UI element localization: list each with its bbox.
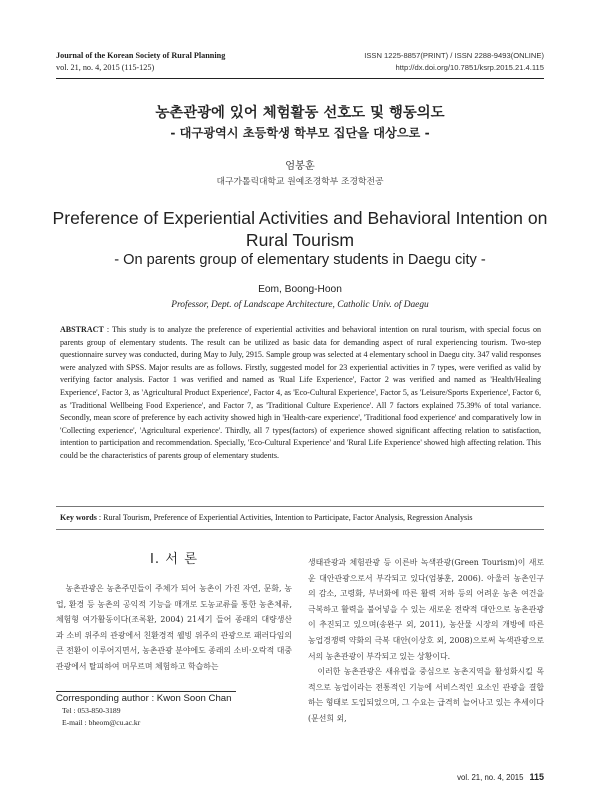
section-heading: I. 서 론 xyxy=(150,552,198,567)
keywords-top-rule xyxy=(56,506,544,507)
keywords xyxy=(60,512,541,524)
keywords-label: Key words xyxy=(60,513,97,522)
korean-subtitle: - 대구광역시 초등학생 학부모 집단을 대상으로 - xyxy=(170,126,430,140)
corresponding-email[interactable]: E-mail : bheom@cu.ac.kr xyxy=(62,717,141,727)
english-affiliation: Professor, Dept. of Landscape Architecture, Catholic Univ. of Daegu xyxy=(171,300,429,310)
corresponding-author: Corresponding author : Kwon Soon Chan xyxy=(56,693,232,704)
issn-block xyxy=(364,50,544,74)
page-footer xyxy=(457,772,544,782)
korean-title: 농촌관광에 있어 체험활동 선호도 및 행동의도 xyxy=(155,105,445,121)
footer-issue: vol. 21, no. 4, 2015 xyxy=(457,773,524,782)
english-author: Eom, Boong-Hoon xyxy=(258,284,342,295)
english-title xyxy=(0,207,600,251)
journal-volume: vol. 21, no. 4, 2015 (115-125) xyxy=(56,63,155,72)
corresponding-tel: Tel : 053-850-3189 xyxy=(62,706,121,715)
english-title-line2: Rural Tourism xyxy=(245,230,355,250)
issn: ISSN 1225-8857(PRINT) / ISSN 2288-9493(ONLINE) xyxy=(364,51,544,60)
body-paragraph: 이러한 농촌관광은 새유럽을 중심으로 농촌지역을 활성화시킬 목적으로 농업이라는 전통적인 기능에 서비스적인 요소인 관광을 결합하는 형태로 도입되었으며, 그 수요는 급격히 늘어나고 있는 추세이다(문선희 외, xyxy=(308,667,545,723)
abstract xyxy=(60,324,541,463)
body-paragraph: 생태관광과 체험관광 등 이른바 녹색관광(Green Tourism)이 새로운 대안관광으로서 부각되고 있다(엄봉훈, 2006). 아울러 농촌인구의 감소, 고령화, 부녀화에 따른 활력 저하 등의 어려운 농촌 여건을 극복하고 활력을 불어넣을 수 있는 새로운 전략적 대안으로 농촌관광이 추진되고 있으며(송완구 외, 2011), 농산물 시장의 개방에 따른 농업경쟁력 약화의 극복 대안(이상호 외, 2008)으로써 녹색관광으로서의 농촌관광이 부각되고 있는 상황이다. xyxy=(308,558,544,661)
abstract-label: ABSTRACT xyxy=(60,325,104,334)
correspondence-note xyxy=(56,692,231,728)
keywords-bottom-rule xyxy=(56,529,544,530)
page-number: 115 xyxy=(529,772,544,782)
header-rule xyxy=(56,78,544,79)
journal-header xyxy=(56,50,225,74)
english-title-line1: Preference of Experiential Activities and Behavioral Intention on xyxy=(52,208,548,228)
abstract-text: : This study is to analyze the preference of experiential activities and behavioral intention on rural tourism, with special focus on parents group of elementary students. The result can be utilized as basic data for demanding aspect of rural experiencing tourism. Two-step questionnaire survey was conducted, during May to July, 2915. Sample group was selected at 4 elementary school in Daegu city. 347 valid responses were analyzed with SPSS. Major results are as follows. Firstly, suggested model for 23 experiential activities in 7 types, were verified as valid by verifying factor analysis. Factor 1 was verified and named as 'Rual Life Experience', Factor 2 was verified and named as 'Health/Healing Experience', Factor 3, as 'Agricultural Product Experience', Factor 4, as 'Eco-Cultural Experience', Factor 5, as 'Leisure/Sports Experience', Factor 6, as 'Traditional Wellbeing Food Experience', and Factor 7, as 'Traditional Culture Experience'. All 7 factors explained 75.39% of total variance. Secondly, mean score of preference by each activity showed high in 'Health-care experience', 'Traditional food experience' and comparatively low in 'Collecting experience', 'Agricultural experience'. Thirdly, all 7 types(factors) of experience showed significant affecting relation to satisfaction, intention to participation and recommendation. Specially, 'Eco-Cultural Experience' and 'Rural Life Experience' showed high affecting relation. This could be the characteristics of parents group of elementary students. xyxy=(60,325,541,460)
korean-author: 엄봉훈 xyxy=(285,161,315,172)
body-paragraph: 농촌관광은 농촌주민들이 주체가 되어 농촌이 가진 자연, 문화, 농업, 환경 등 농촌의 공익적 기능을 매개로 도농교류를 통한 농촌체류, 체험형 여가활동이다(조록환, 2004) 21세기 들어 종래의 대량생산과 소비 위주의 관광에서 친환경적 웰빙 위주의 관광으로 패러다임의 큰 전환이 이루어지면서, 농촌관광 분야에도 종래의 소비·오락적 대중관광에서 탈피하여 머무르며 체험하고 학습하는 xyxy=(56,584,293,671)
journal-name: Journal of the Korean Society of Rural Planning xyxy=(56,51,226,60)
english-subtitle: - On parents group of elementary students in Daegu city - xyxy=(114,252,486,268)
korean-affiliation: 대구가톨릭대학교 원예조경학부 조경학전공 xyxy=(216,177,384,187)
doi-link[interactable]: http://dx.doi.org/10.7851/ksrp.2015.21.4.115 xyxy=(395,63,544,72)
keywords-text: : Rural Tourism, Preference of Experiential Activities, Intention to Participate, Factor Analysis, Regression Analysis xyxy=(96,513,473,522)
body-column-right xyxy=(308,555,544,727)
body-column-left xyxy=(56,581,292,675)
